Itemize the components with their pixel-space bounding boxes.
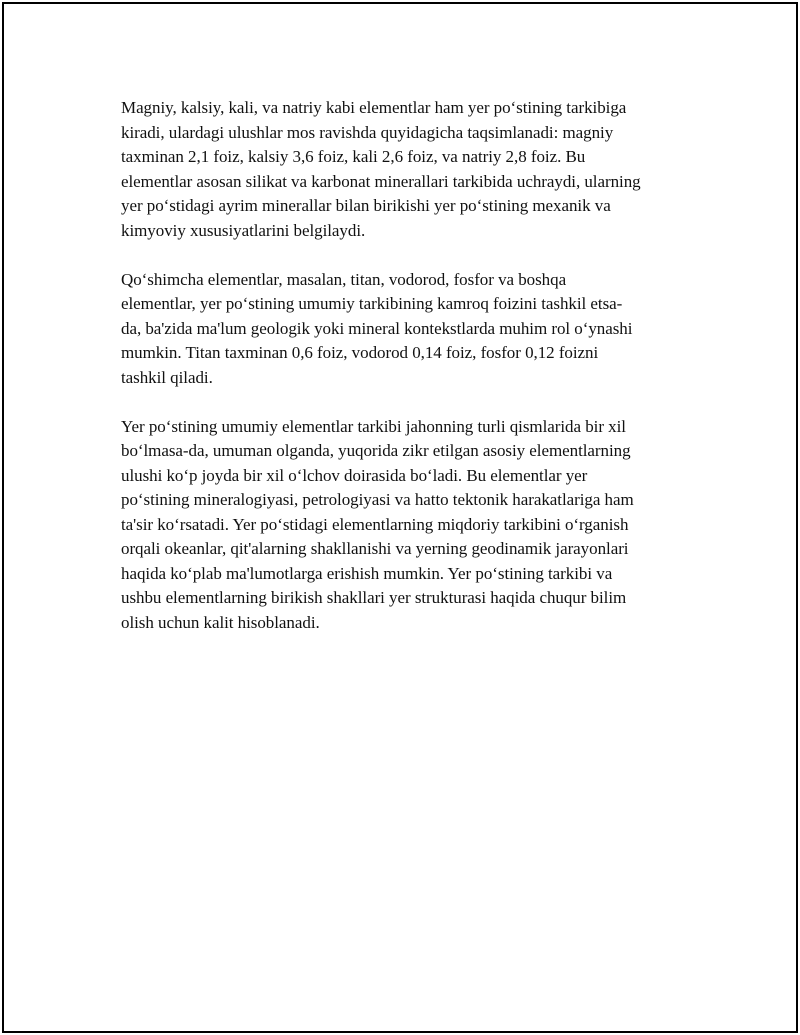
text-line: taxminan 2,1 foiz, kalsiy 3,6 foiz, kali 2,6 foiz, va natriy 2,8 foiz. Bu xyxy=(121,147,586,166)
text-line: tashkil qiladi. xyxy=(121,367,213,387)
text-line: olish uchun kalit hisoblanadi. xyxy=(121,612,320,632)
text-line: kimyoviy xususiyatlarini belgilaydi. xyxy=(121,220,366,240)
text-line: ushbu elementlarning birikish shakllari yer strukturasi haqida chuqur bilim xyxy=(121,588,627,607)
document-body xyxy=(121,96,701,660)
text-line: yer po‘stidagi ayrim minerallar bilan birikishi yer po‘stining mexanik va xyxy=(121,196,611,215)
text-line: bo‘lmasa-da, umuman olganda, yuqorida zikr etilgan asosiy elementlarning xyxy=(121,441,631,460)
text-line: ta'sir ko‘rsatadi. Yer po‘stidagi elementlarning miqdoriy tarkibini o‘rganish xyxy=(121,514,629,534)
paragraph-3 xyxy=(121,415,701,636)
text-line: da, ba'zida ma'lum geologik yoki mineral kontekstlarda muhim rol o‘ynashi xyxy=(121,318,633,338)
text-line: elementlar, yer po‘stining umumiy tarkibining kamroq foizini tashkil etsa- xyxy=(121,294,623,313)
text-line: Yer po‘stining umumiy elementlar tarkibi jahonning turli qismlarida bir xil xyxy=(121,416,626,436)
paragraph-1 xyxy=(121,96,701,243)
text-line: Magniy, kalsiy, kali, va natriy kabi elementlar ham yer po‘stining tarkibiga xyxy=(121,98,627,117)
text-line: elementlar asosan silikat va karbonat minerallari tarkibida uchraydi, ularning xyxy=(121,171,641,191)
text-line: po‘stining mineralogiyasi, petrologiyasi va hatto tektonik harakatlariga ham xyxy=(121,490,634,509)
paragraph-2 xyxy=(121,268,701,391)
page-frame xyxy=(2,2,798,1033)
text-line: haqida ko‘plab ma'lumotlarga erishish mumkin. Yer po‘stining tarkibi va xyxy=(121,563,613,583)
text-line: kiradi, ulardagi ulushlar mos ravishda quyidagicha taqsimlanadi: magniy xyxy=(121,122,614,142)
text-line: ulushi ko‘p joyda bir xil o‘lchov doirasida bo‘ladi. Bu elementlar yer xyxy=(121,465,588,485)
text-line: mumkin. Titan taxminan 0,6 foiz, vodorod 0,14 foiz, fosfor 0,12 foizni xyxy=(121,343,599,362)
text-line: Qo‘shimcha elementlar, masalan, titan, vodorod, fosfor va boshqa xyxy=(121,269,567,289)
text-line: orqali okeanlar, qit'alarning shakllanishi va yerning geodinamik jarayonlari xyxy=(121,539,629,558)
